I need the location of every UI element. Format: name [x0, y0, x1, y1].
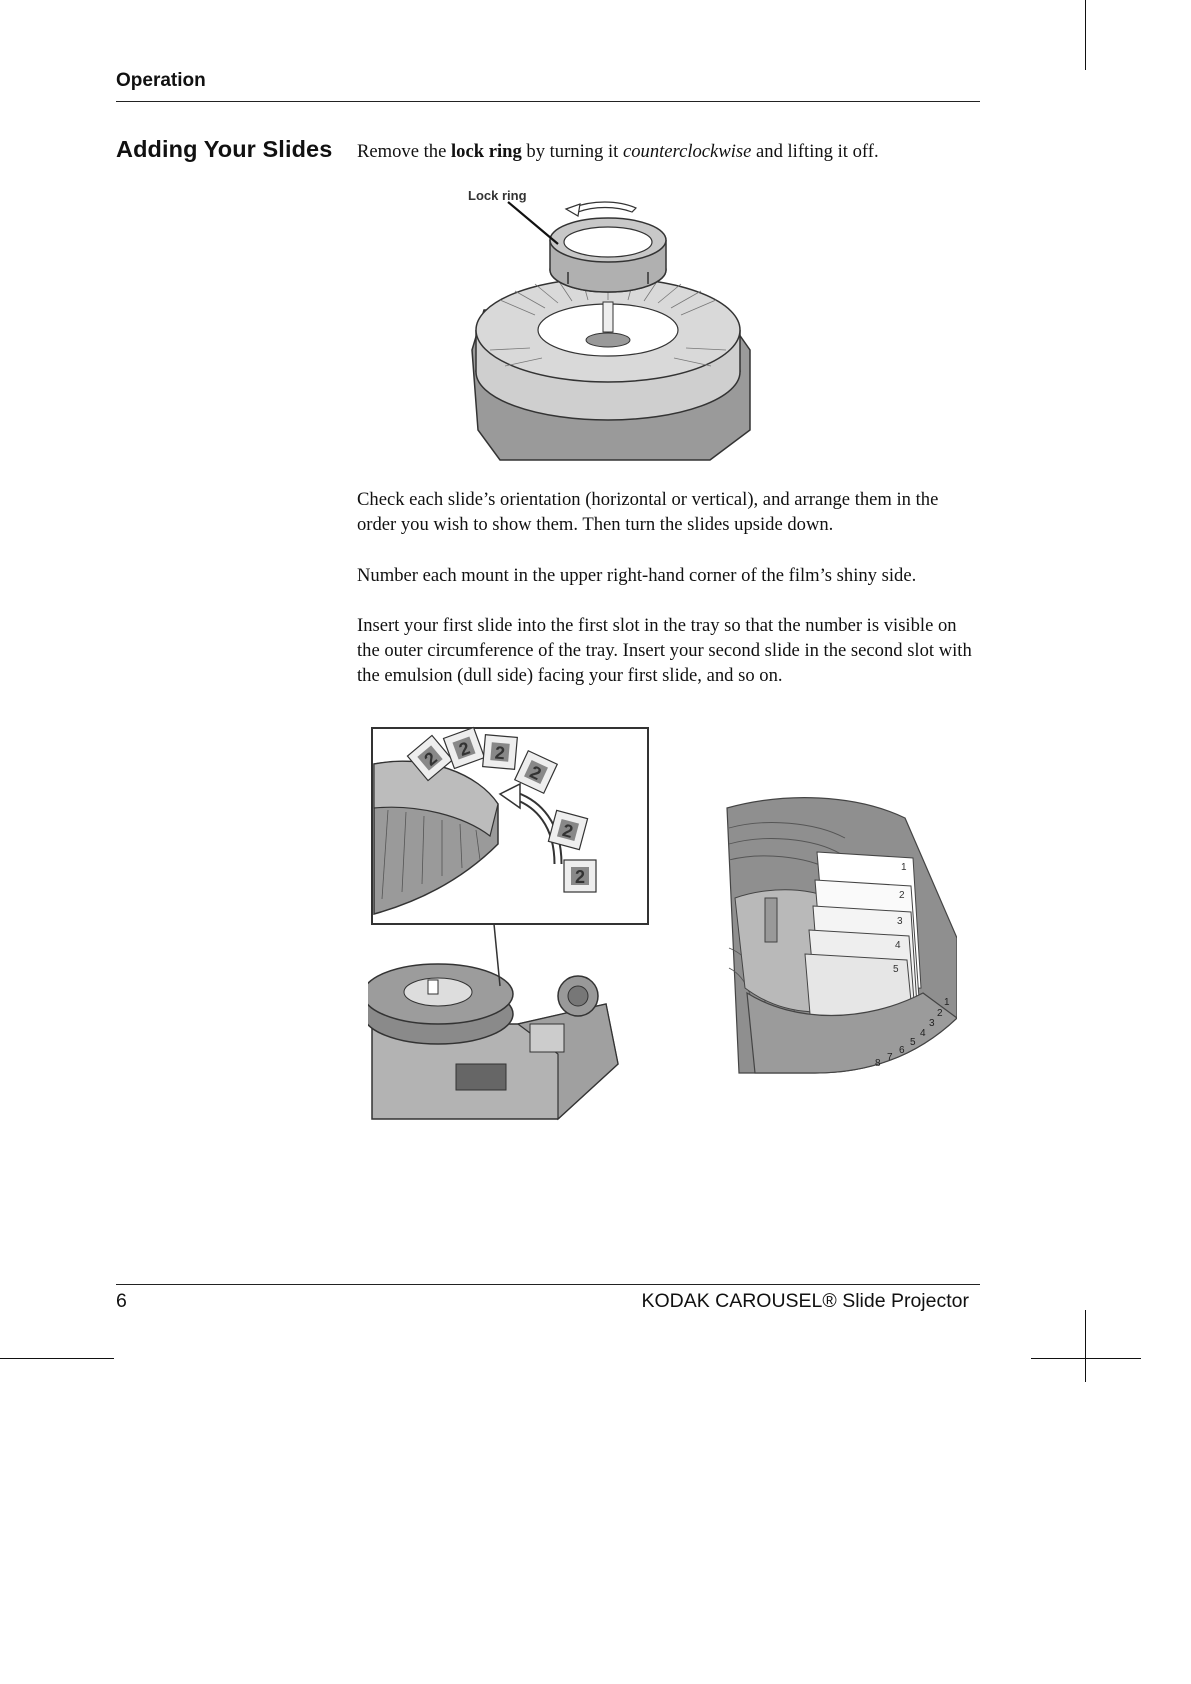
paragraph-remove-lock-ring	[357, 139, 973, 164]
slide-number-label: 2	[560, 820, 576, 842]
crop-mark	[1031, 1358, 1141, 1359]
crop-mark	[1085, 0, 1086, 70]
slot-number: 3	[897, 916, 903, 927]
footer-rule	[116, 1284, 980, 1285]
slot-number: 1	[901, 862, 907, 873]
paragraph-check-orientation: Check each slide’s orientation (horizontal or vertical), and arrange them in the order you wish to show them. Then turn the slides upside down.	[357, 489, 939, 535]
rim-number: 4	[920, 1028, 926, 1039]
slot-number: 5	[893, 964, 899, 975]
slide-number-label: 2	[575, 867, 586, 887]
tray-spindle	[765, 898, 777, 942]
projector-panel	[530, 1024, 564, 1052]
rim-number: 8	[875, 1058, 881, 1069]
slide-number-label: 2	[456, 737, 473, 761]
insert-slides-figure	[368, 724, 670, 1124]
footer-title: KODAK CAROUSEL® Slide Projector	[641, 1290, 969, 1312]
lock-ring-figure	[460, 190, 760, 468]
tray-hub	[586, 333, 630, 347]
p1-italic-counterclockwise: counterclockwise	[622, 141, 752, 162]
p1-text-before: Remove the	[357, 141, 451, 162]
crop-mark	[1085, 1310, 1086, 1382]
page-number: 6	[116, 1290, 127, 1312]
tray-spindle	[603, 302, 613, 332]
rim-number: 3	[929, 1018, 935, 1029]
p1-text-after: and lifting it off.	[751, 141, 879, 162]
lock-ring-opening	[564, 227, 652, 257]
slot-number: 2	[899, 890, 905, 901]
rim-number: 2	[937, 1008, 943, 1019]
slot-number: 4	[895, 940, 901, 951]
tray-slides	[805, 852, 921, 1026]
slide-number-label: 2	[526, 761, 545, 785]
p1-bold-lock-ring: lock ring	[450, 141, 522, 162]
rim-number: 7	[887, 1052, 893, 1063]
slide-number-label: 2	[420, 747, 441, 770]
paragraph-number-mounts: Number each mount in the upper right-hand corner of the film’s shiny side.	[357, 565, 917, 586]
counterclockwise-arrow-icon	[572, 202, 636, 212]
rim-number: 5	[910, 1037, 916, 1048]
rim-number: 1	[944, 997, 950, 1008]
rim-number: 6	[899, 1045, 905, 1056]
crop-mark	[0, 1358, 114, 1359]
p1-text-middle: by turning it	[521, 141, 623, 162]
lock-ring-callout: Lock ring	[468, 190, 527, 203]
lock-ring-callout-line	[508, 202, 558, 244]
running-header: Operation	[116, 70, 206, 91]
header-rule	[116, 101, 980, 102]
paragraph-insert-slides: Insert your first slide into the first slot in the tray so that the number is visible on the outer circumference of the tray. Insert your second slide in the second slot with the emulsion (dull side) facing your first slide, and so on.	[357, 615, 972, 686]
projector-controls	[456, 1064, 506, 1090]
slide-number-label: 2	[494, 742, 506, 764]
numbered-tray-figure	[725, 788, 957, 1078]
section-heading: Adding Your Slides	[116, 136, 333, 162]
